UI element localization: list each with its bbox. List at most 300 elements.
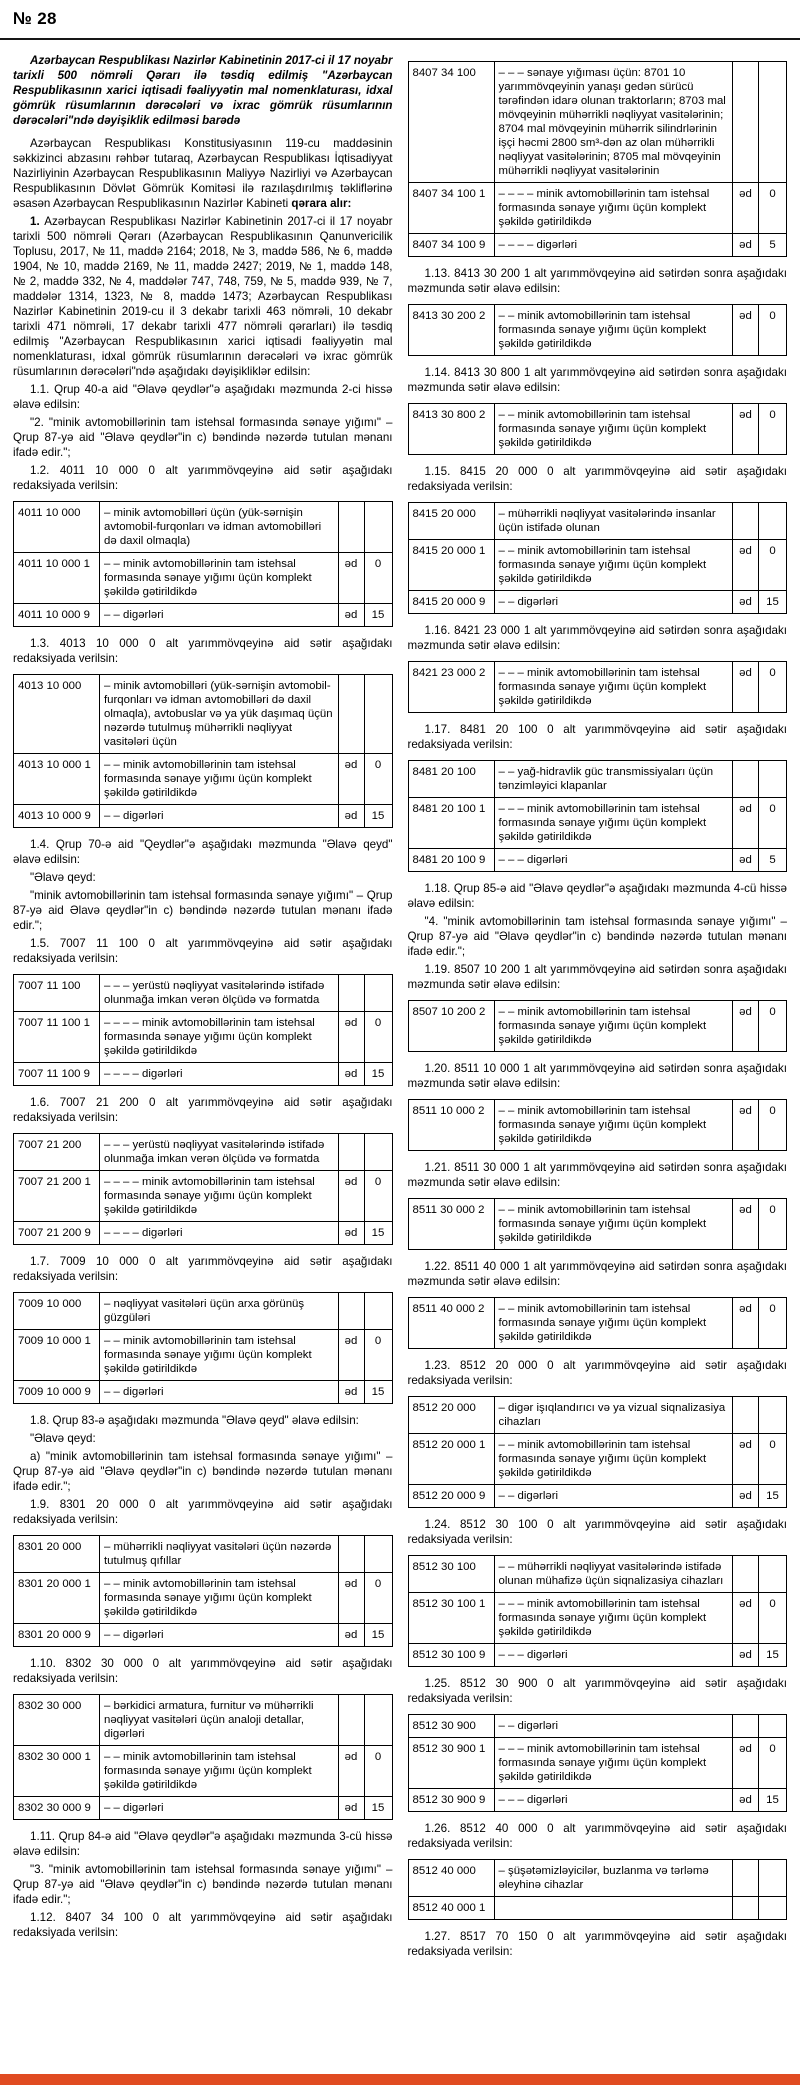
section-1-18 <box>408 881 788 911</box>
section-1-13 <box>408 266 788 296</box>
tariff-table <box>13 974 393 1086</box>
tariff-code: 7007 11 100 9 <box>14 1063 100 1086</box>
tariff-rate <box>364 502 392 553</box>
tariff-description: – mühərrikli nəqliyyat vasitələri üçün nəzərdə tutulmuş qıfıllar <box>100 1536 339 1573</box>
section-1-11 <box>13 1829 393 1859</box>
tariff-table <box>13 1292 393 1404</box>
tariff-unit <box>338 675 364 754</box>
section-1-19 <box>408 962 788 992</box>
tariff-unit: əd <box>338 1222 364 1245</box>
tariff-rate: 0 <box>759 305 787 356</box>
tariff-code: 4013 10 000 1 <box>14 754 100 805</box>
tariff-description: – – minik avtomobillərinin tam istehsal formasında sənaye yığımı üçün komplekt şəkildə gətirildikdə <box>494 1100 733 1151</box>
tariff-description: – – digərləri <box>100 1624 339 1647</box>
tariff-row <box>14 1746 393 1797</box>
note-text <box>13 415 393 460</box>
text-run: 1.4. Qrup 70-ə aid "Qeydlər"ə aşağıdakı məzmunda "Əlavə qeyd" əlavə edilsin: <box>13 838 393 866</box>
tariff-unit <box>338 1293 364 1330</box>
tariff-unit: əd <box>733 1199 759 1250</box>
tariff-table <box>408 1000 788 1052</box>
tariff-unit: əd <box>338 1797 364 1820</box>
tariff-unit <box>338 1134 364 1171</box>
tariff-rate <box>364 1695 392 1746</box>
tariff-code: 4011 10 000 1 <box>14 553 100 604</box>
tariff-description: – – minik avtomobillərinin tam istehsal formasında sənaye yığımı üçün komplekt şəkildə gətirildikdə <box>494 1001 733 1052</box>
tariff-description: – – – minik avtomobillərinin tam istehsal formasında sənaye yığımı üçün komplekt şəkildə gətirildikdə <box>494 798 733 849</box>
tariff-rate: 0 <box>759 1593 787 1644</box>
document-body <box>0 53 800 1962</box>
tariff-description: – digər işıqlandırıcı və ya vizual siqnalizasiya cihazları <box>494 1397 733 1434</box>
section-1-21 <box>408 1160 788 1190</box>
section-1-27 <box>408 1929 788 1959</box>
tariff-unit: əd <box>733 1298 759 1349</box>
tariff-row <box>14 1381 393 1404</box>
tariff-rate: 0 <box>759 1434 787 1485</box>
tariff-rate: 15 <box>759 1644 787 1667</box>
tariff-unit: əd <box>733 662 759 713</box>
tariff-rate: 0 <box>759 662 787 713</box>
tariff-code: 8511 40 000 2 <box>408 1298 494 1349</box>
tariff-unit: əd <box>733 305 759 356</box>
tariff-row <box>14 1624 393 1647</box>
tariff-row <box>408 1397 787 1434</box>
tariff-description: – – digərləri <box>100 805 339 828</box>
tariff-table <box>408 661 788 713</box>
header-rule <box>0 38 800 40</box>
tariff-code: 4013 10 000 <box>14 675 100 754</box>
tariff-row <box>408 503 787 540</box>
tariff-description: – nəqliyyat vasitələri üçün arxa görünüş güzgüləri <box>100 1293 339 1330</box>
text-run: 1.20. 8511 10 000 1 alt yarımmövqeyinə aid sətirdən sonra aşağıdakı məzmunda sətir əlavə edilsin: <box>407 1062 787 1090</box>
section-1-3 <box>13 636 393 666</box>
tariff-code: 8413 30 200 2 <box>408 305 494 356</box>
tariff-rate: 0 <box>364 1573 392 1624</box>
tariff-unit: əd <box>338 553 364 604</box>
tariff-table <box>408 760 788 872</box>
note-text <box>13 888 393 933</box>
tariff-unit <box>733 62 759 183</box>
tariff-unit: əd <box>733 849 759 872</box>
decree-item-1 <box>13 214 393 379</box>
text-run: 1.13. 8413 30 200 1 alt yarımmövqeyinə aid sətirdən sonra aşağıdakı məzmunda sətir əlavə edilsin: <box>407 267 787 295</box>
tariff-description: – minik avtomobilləri (yük-sərnişin avtomobil-furqonları və idman avtomobilləri də daxil olmaqla), avtobuslar və ya yük daşımaq üçün nəzərdə tutulmuş mühərrikli nəqliyyat vasitələri üçün <box>100 675 339 754</box>
tariff-description: – – – – minik avtomobillərinin tam istehsal formasında sənaye yığımı üçün komplekt şəkildə gətirildikdə <box>494 183 733 234</box>
tariff-description: – – digərləri <box>100 1381 339 1404</box>
section-1-25 <box>408 1676 788 1706</box>
tariff-code: 8512 20 000 1 <box>408 1434 494 1485</box>
footer-accent-bar <box>0 2074 800 2085</box>
tariff-unit: əd <box>733 798 759 849</box>
tariff-unit: əd <box>733 404 759 455</box>
tariff-rate: 0 <box>759 1001 787 1052</box>
tariff-code: 8512 40 000 1 <box>408 1897 494 1920</box>
section-1-22 <box>408 1259 788 1289</box>
tariff-description: – – – minik avtomobillərinin tam istehsal formasında sənaye yığımı üçün komplekt şəkildə gətirildikdə <box>494 1738 733 1789</box>
tariff-description: – – – digərləri <box>494 1644 733 1667</box>
tariff-unit: əd <box>733 1738 759 1789</box>
text-run: 1.15. 8415 20 000 0 alt yarımmövqeyinə aid sətir aşağıdakı redaksiyada verilsin: <box>407 465 787 493</box>
tariff-rate: 15 <box>364 604 392 627</box>
tariff-row <box>14 604 393 627</box>
tariff-rate: 0 <box>364 754 392 805</box>
tariff-rate: 15 <box>759 591 787 614</box>
tariff-table <box>408 1099 788 1151</box>
tariff-row <box>408 1644 787 1667</box>
tariff-rate: 0 <box>759 1199 787 1250</box>
tariff-description: – – – digərləri <box>494 849 733 872</box>
tariff-unit: əd <box>338 1573 364 1624</box>
tariff-unit: əd <box>338 1746 364 1797</box>
tariff-description: – – minik avtomobillərinin tam istehsal formasında sənaye yığımı üçün komplekt şəkildə gətirildikdə <box>100 754 339 805</box>
tariff-unit <box>338 1536 364 1573</box>
tariff-row <box>14 553 393 604</box>
tariff-row <box>408 1738 787 1789</box>
tariff-rate: 15 <box>364 1381 392 1404</box>
tariff-code: 8407 34 100 9 <box>408 234 494 257</box>
tariff-description: – – minik avtomobillərinin tam istehsal formasında sənaye yığımı üçün komplekt şəkildə gətirildikdə <box>100 1330 339 1381</box>
tariff-unit <box>338 1695 364 1746</box>
tariff-rate: 0 <box>759 1738 787 1789</box>
tariff-row <box>14 1573 393 1624</box>
tariff-table <box>13 1694 393 1820</box>
tariff-code: 7009 10 000 <box>14 1293 100 1330</box>
tariff-rate <box>759 1715 787 1738</box>
section-1-15 <box>408 464 788 494</box>
tariff-unit: əd <box>733 1485 759 1508</box>
section-1-26 <box>408 1821 788 1851</box>
tariff-table <box>408 1198 788 1250</box>
tariff-rate <box>364 675 392 754</box>
text-run: Azərbaycan Respublikası Konstitusiyasının 119-cu maddəsinin səkkizinci abzasını rəhbər tutaraq, Azərbaycan Respublikası İqtisadiyyat Nazirliyinin Azərbaycan Respublikasının Maliyyə Nazirliyi və Azərbaycan Respublikasının Dövlət Gömrük Komitəsi ilə razılaşdırılmış təkliflərinə əsasən Azərbaycan Respublikasının Nazirlər Kabineti <box>13 137 393 210</box>
section-1-24 <box>408 1517 788 1547</box>
section-1-6 <box>13 1095 393 1125</box>
tariff-rate: 0 <box>759 1100 787 1151</box>
tariff-rate: 15 <box>759 1485 787 1508</box>
tariff-rate <box>364 975 392 1012</box>
text-run: "4. "minik avtomobillərinin tam istehsal formasında sənaye yığımı" – Qrup 87-yə aid "Əlavə qeydlər"in c) bəndində nəzərdə tutulan mənanı ifadə edir."; <box>407 915 787 958</box>
tariff-row <box>14 502 393 553</box>
section-1-9 <box>13 1497 393 1527</box>
tariff-rate <box>759 1860 787 1897</box>
tariff-unit: əd <box>733 1789 759 1812</box>
tariff-code: 8512 40 000 <box>408 1860 494 1897</box>
tariff-unit: əd <box>338 604 364 627</box>
page-header <box>0 0 800 34</box>
tariff-description: – – minik avtomobillərinin tam istehsal formasında sənaye yığımı üçün komplekt şəkildə gətirildikdə <box>494 1298 733 1349</box>
tariff-table <box>408 1396 788 1508</box>
tariff-rate <box>364 1134 392 1171</box>
tariff-description: – – – sənaye yığıması üçün: 8701 10 yarımmövqeyinin yanaşı gedən sürücü tərəfindən idarə olunan traktorların; 8703 mal mövqeyinin mühərrikli nəqliyyat vasitələrinin; 8704 mal mövqeyinin mühərrik silindrlərinin işçi həcmi 2800 sm³-dən az olan mühərrikli nəqliyyat vasitələrinin; 8705 mal mövqeyinin mühərrikli nəqliyyat vasitələrinin <box>494 62 733 183</box>
bold-text-run: 1. <box>30 215 45 228</box>
tariff-code: 8302 30 000 <box>14 1695 100 1746</box>
tariff-description: – mühərrikli nəqliyyat vasitələrində insanlar üçün istifadə olunan <box>494 503 733 540</box>
tariff-description: – – minik avtomobillərinin tam istehsal formasında sənaye yığımı üçün komplekt şəkildə gətirildikdə <box>494 1199 733 1250</box>
tariff-row <box>14 1797 393 1820</box>
tariff-description: – – minik avtomobillərinin tam istehsal formasında sənaye yığımı üçün komplekt şəkildə gətirildikdə <box>494 404 733 455</box>
tariff-rate: 5 <box>759 849 787 872</box>
tariff-code: 8512 30 100 <box>408 1556 494 1593</box>
tariff-code: 4011 10 000 9 <box>14 604 100 627</box>
tariff-row <box>408 798 787 849</box>
tariff-unit: əd <box>338 754 364 805</box>
tariff-unit: əd <box>338 1063 364 1086</box>
tariff-row <box>408 1001 787 1052</box>
text-run: "Əlavə qeyd: <box>30 871 96 884</box>
tariff-row <box>408 1485 787 1508</box>
tariff-code: 8301 20 000 9 <box>14 1624 100 1647</box>
tariff-description: – – digərləri <box>100 604 339 627</box>
tariff-row <box>408 62 787 183</box>
tariff-row <box>14 1536 393 1573</box>
tariff-row <box>408 1860 787 1897</box>
text-run: Azərbaycan Respublikası Nazirlər Kabinetinin 2017-ci il 17 noyabr tarixli 500 nömrəli Qərarı ilə təsdiq edilmiş "Azərbaycan Respublikasının xarici iqtisadi fəaliyyətin mal nomenklaturası, idxal gömrük rüsumlarının dərəcələri və ixrac gömrük rüsumlarının dərəcələri"ndə dəyişiklik edilməsi barədə <box>13 54 393 127</box>
tariff-rate <box>759 761 787 798</box>
tariff-row <box>408 1434 787 1485</box>
tariff-table <box>408 403 788 455</box>
text-run: 1.22. 8511 40 000 1 alt yarımmövqeyinə aid sətirdən sonra aşağıdakı məzmunda sətir əlavə edilsin: <box>407 1260 787 1288</box>
tariff-description: – – – – digərləri <box>100 1063 339 1086</box>
text-run: 1.26. 8512 40 000 0 alt yarımmövqeyinə aid sətir aşağıdakı redaksiyada verilsin: <box>407 1822 787 1850</box>
text-run: 1.21. 8511 30 000 1 alt yarımmövqeyinə aid sətirdən sonra aşağıdakı məzmunda sətir əlavə edilsin: <box>407 1161 787 1189</box>
tariff-description: – – minik avtomobillərinin tam istehsal formasında sənaye yığımı üçün komplekt şəkildə gətirildikdə <box>100 553 339 604</box>
tariff-rate: 0 <box>364 1171 392 1222</box>
tariff-rate: 15 <box>759 1789 787 1812</box>
tariff-table <box>13 1133 393 1245</box>
tariff-description: – – – minik avtomobillərinin tam istehsal formasında sənaye yığımı üçün komplekt şəkildə gətirildikdə <box>494 662 733 713</box>
tariff-rate <box>759 1897 787 1920</box>
tariff-rate <box>759 503 787 540</box>
text-run: 1.8. Qrup 83-ə aşağıdakı məzmunda "Əlavə qeyd" əlavə edilsin: <box>30 1414 359 1427</box>
text-run: 1.25. 8512 30 900 0 alt yarımmövqeyinə aid sətir aşağıdakı redaksiyada verilsin: <box>407 1677 787 1705</box>
tariff-row <box>408 1556 787 1593</box>
text-run: 1.12. 8407 34 100 0 alt yarımmövqeyinə aid sətir aşağıdakı redaksiyada verilsin: <box>13 1911 393 1939</box>
text-run: 1.7. 7009 10 000 0 alt yarımmövqeyinə aid sətir aşağıdakı redaksiyada verilsin: <box>13 1255 393 1283</box>
note-text <box>13 1862 393 1907</box>
tariff-code: 8415 20 000 1 <box>408 540 494 591</box>
tariff-row <box>408 849 787 872</box>
tariff-row <box>408 761 787 798</box>
tariff-unit: əd <box>338 1624 364 1647</box>
tariff-unit <box>338 502 364 553</box>
tariff-rate: 0 <box>759 798 787 849</box>
tariff-row <box>14 1293 393 1330</box>
tariff-description: – – digərləri <box>494 1485 733 1508</box>
tariff-rate: 15 <box>364 1222 392 1245</box>
tariff-row <box>14 1012 393 1063</box>
tariff-code: 8512 30 900 9 <box>408 1789 494 1812</box>
tariff-unit <box>733 761 759 798</box>
section-1-8 <box>13 1413 393 1428</box>
tariff-unit: əd <box>733 1100 759 1151</box>
tariff-description: – – – yerüstü nəqliyyat vasitələrində istifadə olunmağa imkan verən ölçüdə və formatda <box>100 1134 339 1171</box>
tariff-rate: 0 <box>364 1012 392 1063</box>
tariff-table <box>408 1714 788 1812</box>
tariff-row <box>408 1199 787 1250</box>
tariff-row <box>14 754 393 805</box>
section-1-7 <box>13 1254 393 1284</box>
tariff-row <box>408 1100 787 1151</box>
text-run: 1.24. 8512 30 100 0 alt yarımmövqeyinə aid sətir aşağıdakı redaksiyada verilsin: <box>407 1518 787 1546</box>
section-1-23 <box>408 1358 788 1388</box>
section-1-14 <box>408 365 788 395</box>
tariff-description: – şüşətəmizləyicilər, buzlanma və tərləmə əleyhinə cihazlar <box>494 1860 733 1897</box>
tariff-unit <box>733 1860 759 1897</box>
tariff-unit: əd <box>733 1001 759 1052</box>
tariff-rate <box>759 1556 787 1593</box>
tariff-unit: əd <box>733 1434 759 1485</box>
text-run: a) "minik avtomobillərinin tam istehsal formasında sənaye yığımı" – Qrup 87-yə aid "Əlavə qeydlər"in c) bəndində nəzərdə tutulan mənanı ifadə edir."; <box>13 1450 393 1493</box>
tariff-unit <box>733 1715 759 1738</box>
tariff-rate <box>364 1536 392 1573</box>
tariff-table <box>408 1297 788 1349</box>
tariff-rate: 0 <box>759 183 787 234</box>
section-1-17 <box>408 722 788 752</box>
tariff-row <box>14 1695 393 1746</box>
tariff-description: – minik avtomobilləri üçün (yük-sərnişin avtomobil-furqonları və idman avtomobilləri də daxil olmaqla) <box>100 502 339 553</box>
tariff-code: 8302 30 000 9 <box>14 1797 100 1820</box>
tariff-code: 8415 20 000 <box>408 503 494 540</box>
tariff-table <box>13 674 393 828</box>
tariff-row <box>408 234 787 257</box>
tariff-unit <box>733 1397 759 1434</box>
text-run: 1.16. 8421 23 000 1 alt yarımmövqeyinə aid sətirdən sonra aşağıdakı məzmunda sətir əlavə edilsin: <box>407 624 787 652</box>
tariff-unit: əd <box>338 1330 364 1381</box>
text-run: 1.14. 8413 30 800 1 alt yarımmövqeyinə aid sətirdən sonra aşağıdakı məzmunda sətir əlavə edilsin: <box>407 366 787 394</box>
tariff-code: 8302 30 000 1 <box>14 1746 100 1797</box>
tariff-code: 7009 10 000 9 <box>14 1381 100 1404</box>
text-run: 1.27. 8517 70 150 0 alt yarımmövqeyinə aid sətir aşağıdakı redaksiyada verilsin: <box>407 1930 787 1958</box>
section-1-10 <box>13 1656 393 1686</box>
tariff-description: – – minik avtomobillərinin tam istehsal formasında sənaye yığımı üçün komplekt şəkildə gətirildikdə <box>100 1573 339 1624</box>
section-1-2 <box>13 463 393 493</box>
section-1-5 <box>13 936 393 966</box>
tariff-code: 8301 20 000 <box>14 1536 100 1573</box>
bold-text-run: qərara alır: <box>291 197 352 210</box>
tariff-row <box>408 662 787 713</box>
tariff-table <box>408 1859 788 1920</box>
tariff-code: 8507 10 200 2 <box>408 1001 494 1052</box>
text-run: 1.3. 4013 10 000 0 alt yarımmövqeyinə aid sətir aşağıdakı redaksiyada verilsin: <box>13 637 393 665</box>
tariff-description: – – – digərləri <box>494 1789 733 1812</box>
section-1-12 <box>13 1910 393 1940</box>
issue-number: № 28 <box>13 9 57 28</box>
tariff-code: 7009 10 000 1 <box>14 1330 100 1381</box>
tariff-unit: əd <box>733 540 759 591</box>
tariff-description: – – digərləri <box>494 591 733 614</box>
note-text <box>13 1449 393 1494</box>
tariff-code: 7007 11 100 1 <box>14 1012 100 1063</box>
tariff-code: 8301 20 000 1 <box>14 1573 100 1624</box>
text-run: 1.6. 7007 21 200 0 alt yarımmövqeyinə aid sətir aşağıdakı redaksiyada verilsin: <box>13 1096 393 1124</box>
tariff-code: 8512 30 900 <box>408 1715 494 1738</box>
tariff-row <box>14 1222 393 1245</box>
tariff-unit <box>733 1897 759 1920</box>
tariff-row <box>408 1897 787 1920</box>
tariff-description: – – – minik avtomobillərinin tam istehsal formasında sənaye yığımı üçün komplekt şəkildə gətirildikdə <box>494 1593 733 1644</box>
tariff-code: 8481 20 100 1 <box>408 798 494 849</box>
tariff-code: 8413 30 800 2 <box>408 404 494 455</box>
tariff-description: – – minik avtomobillərinin tam istehsal formasında sənaye yığımı üçün komplekt şəkildə gətirildikdə <box>494 1434 733 1485</box>
text-run: 1.5. 7007 11 100 0 alt yarımmövqeyinə aid sətir aşağıdakı redaksiyada verilsin: <box>13 937 393 965</box>
tariff-unit: əd <box>338 1012 364 1063</box>
tariff-description: – – yağ-hidravlik güc transmissiyaları üçün tənzimləyici klapanlar <box>494 761 733 798</box>
tariff-rate: 15 <box>364 1624 392 1647</box>
tariff-row <box>14 1171 393 1222</box>
text-run: "3. "minik avtomobillərinin tam istehsal formasında sənaye yığımı" – Qrup 87-yə aid "Əlavə qeydlər"in c) bəndində nəzərdə tutulan mənanı ifadə edir."; <box>13 1863 393 1906</box>
section-1-20 <box>408 1061 788 1091</box>
left-column <box>13 53 393 1943</box>
tariff-row <box>408 404 787 455</box>
tariff-table <box>408 61 788 257</box>
tariff-description <box>494 1897 733 1920</box>
tariff-rate: 0 <box>364 553 392 604</box>
tariff-description: – – – – digərləri <box>494 234 733 257</box>
tariff-description: – – – – digərləri <box>100 1222 339 1245</box>
tariff-rate <box>759 1397 787 1434</box>
text-run: 1.18. Qrup 85-ə aid "Əlavə qeydlər"ə aşağıdakı məzmunda 4-cü hissə əlavə edilsin: <box>407 882 787 910</box>
tariff-unit: əd <box>733 591 759 614</box>
tariff-code: 7007 11 100 <box>14 975 100 1012</box>
tariff-code: 7007 21 200 <box>14 1134 100 1171</box>
tariff-unit <box>733 1556 759 1593</box>
tariff-description: – – minik avtomobillərinin tam istehsal formasında sənaye yığımı üçün komplekt şəkildə gətirildikdə <box>494 305 733 356</box>
text-run: 1.23. 8512 20 000 0 alt yarımmövqeyinə aid sətir aşağıdakı redaksiyada verilsin: <box>407 1359 787 1387</box>
tariff-description: – – minik avtomobillərinin tam istehsal formasında sənaye yığımı üçün komplekt şəkildə gətirildikdə <box>100 1746 339 1797</box>
tariff-unit: əd <box>338 1171 364 1222</box>
text-run: 1.2. 4011 10 000 0 alt yarımmövqeyinə aid sətir aşağıdakı redaksiyada verilsin: <box>13 464 393 492</box>
text-run: 1.19. 8507 10 200 1 alt yarımmövqeyinə aid sətirdən sonra aşağıdakı məzmunda sətir əlavə edilsin: <box>407 963 787 991</box>
tariff-description: – – – yerüstü nəqliyyat vasitələrində istifadə olunmağa imkan verən ölçüdə və formatda <box>100 975 339 1012</box>
tariff-code: 8512 30 100 9 <box>408 1644 494 1667</box>
tariff-code: 8481 20 100 <box>408 761 494 798</box>
tariff-table <box>408 1555 788 1667</box>
tariff-description: – – – – minik avtomobillərinin tam istehsal formasında sənaye yığımı üçün komplekt şəkildə gətirildikdə <box>100 1012 339 1063</box>
tariff-code: 8421 23 000 2 <box>408 662 494 713</box>
text-run: 1.9. 8301 20 000 0 alt yarımmövqeyinə aid sətir aşağıdakı redaksiyada verilsin: <box>13 1498 393 1526</box>
tariff-table <box>408 502 788 614</box>
tariff-unit: əd <box>733 1593 759 1644</box>
tariff-table <box>408 304 788 356</box>
tariff-table <box>13 501 393 627</box>
tariff-table <box>13 1535 393 1647</box>
tariff-row <box>14 1330 393 1381</box>
tariff-code: 8512 20 000 <box>408 1397 494 1434</box>
tariff-rate: 0 <box>759 1298 787 1349</box>
tariff-unit <box>338 975 364 1012</box>
tariff-description: – – digərləri <box>100 1797 339 1820</box>
tariff-description: – – mühərrikli nəqliyyat vasitələrində istifadə olunan mühafizə üçün siqnalizasiya cihazları <box>494 1556 733 1593</box>
tariff-row <box>408 1715 787 1738</box>
tariff-description: – – digərləri <box>494 1715 733 1738</box>
section-1-4 <box>13 837 393 867</box>
tariff-row <box>14 975 393 1012</box>
tariff-rate: 5 <box>759 234 787 257</box>
text-run: "Əlavə qeyd: <box>30 1432 96 1445</box>
section-1-16 <box>408 623 788 653</box>
tariff-rate: 0 <box>759 540 787 591</box>
text-run: "2. "minik avtomobillərinin tam istehsal formasında sənaye yığımı" – Qrup 87-yə aid "Əlavə qeydlər"in c) bəndində nəzərdə tutulan mənanı ifadə edir."; <box>13 416 393 459</box>
note-text <box>408 914 788 959</box>
tariff-row <box>408 591 787 614</box>
tariff-description: – – minik avtomobillərinin tam istehsal formasında sənaye yığımı üçün komplekt şəkildə gətirildikdə <box>494 540 733 591</box>
tariff-row <box>14 675 393 754</box>
tariff-rate: 0 <box>364 1746 392 1797</box>
tariff-row <box>408 305 787 356</box>
tariff-code: 8481 20 100 9 <box>408 849 494 872</box>
text-run: Azərbaycan Respublikası Nazirlər Kabinetinin 2017-ci il 17 noyabr tarixli 500 nömrəli Qərarı (Azərbaycan Respublikasının Qanunvericilik Toplusu, 2017, № 11, maddə 2164; 2018, № 3, maddə 586, № 6, maddə 1904, № 10, maddə 2169, № 11, maddə 2427; 2019, № 1, maddə 148, № 2, maddə 332, № 4, maddələr 747, 748, 759, № 5, maddə 939, № 7, maddələr 1314, 1323, № 8, maddə 1473; Azərbaycan Respublikası Nazirlər Kabinetinin 2019-cu il 3 dekabr tarixli 463 nömrəli, 10 dekabr tarixli 471 nömrəli, 17 dekabr tarixli 477 nömrəli qərarları) ilə təsdiq edilmiş "Azərbaycan Respublikasının xarici iqtisadi fəaliyyətin mal nomenklaturası, idxal gömrük rüsumlarının dərəcələri və ixrac gömrük rüsumlarının dərəcələri"ndə aşağıdakı dəyişikliklər edilsin: <box>13 215 393 378</box>
text-run: 1.11. Qrup 84-ə aid "Əlavə qeydlər"ə aşağıdakı məzmunda 3-cü hissə əlavə edilsin: <box>13 1830 393 1858</box>
tariff-rate: 0 <box>759 404 787 455</box>
